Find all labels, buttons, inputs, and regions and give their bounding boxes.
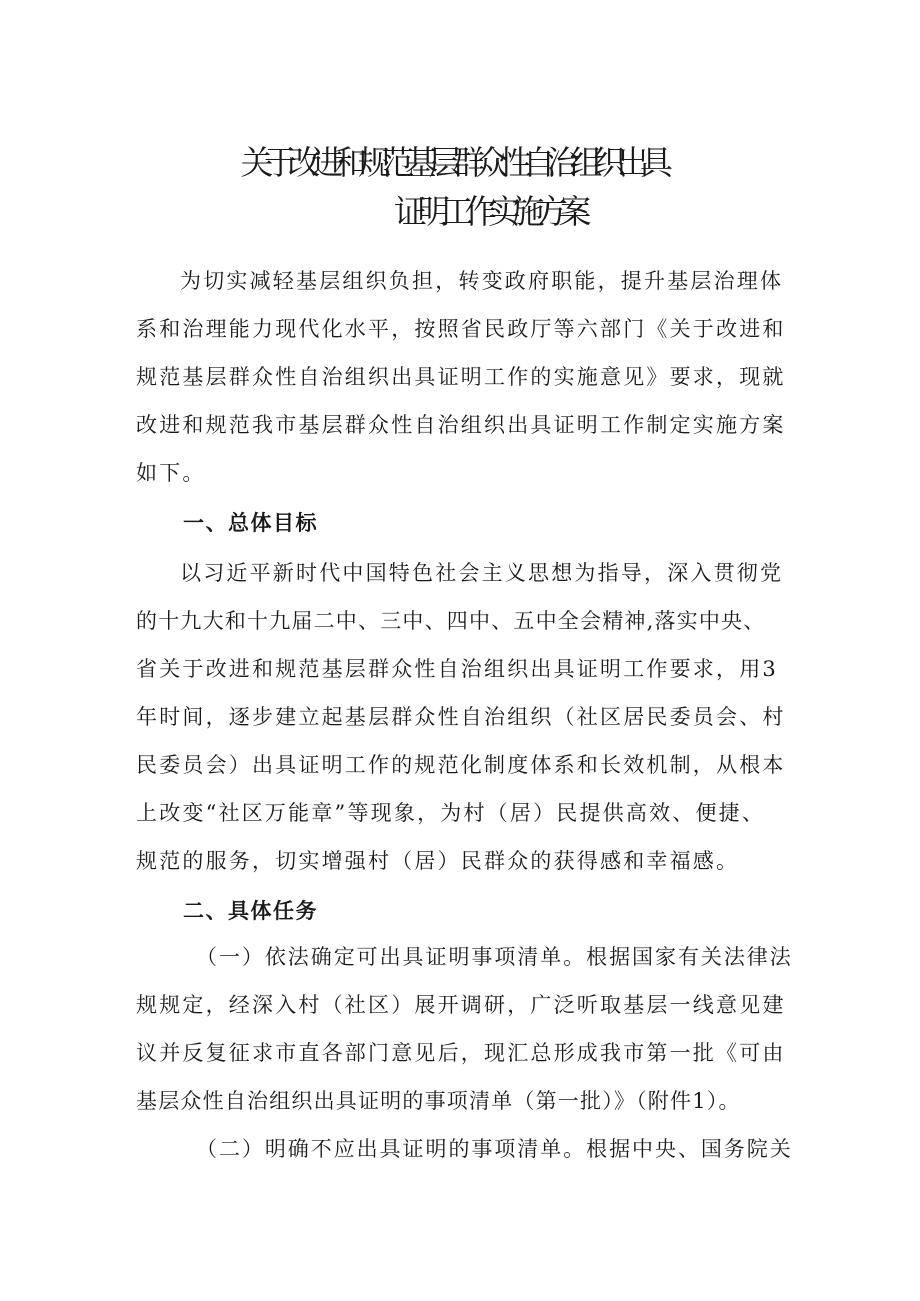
section1-line-6: 上改变“社区万能章”等现象，为村（居）民提供高效、便捷、 (136, 801, 766, 825)
document-title-line-2: 证明工作实施方案 (394, 192, 582, 231)
task1-line-2: 规规定，经深入村（社区）展开调研，广泛听取基层一线意见建 (136, 993, 786, 1017)
intro-line-2: 系和治理能力现代化水平，按照省民政厅等六部门《关于改进和 (136, 317, 786, 341)
intro-line-5: 如下。 (136, 461, 206, 485)
section1-line-4: 年时间，逐步建立起基层群众性自治组织（社区居民委员会、村 (136, 705, 786, 729)
intro-line-3: 规范基层群众性自治组织出具证明工作的实施意见》要求，现就 (136, 365, 786, 389)
task1-line-3: 议并反复征求市直各部门意见后，现汇总形成我市第一批《可由 (136, 1041, 786, 1065)
section1-line-7: 规范的服务，切实增强村（居）民群众的获得感和幸福感。 (136, 849, 740, 873)
section1-line-3: 省关于改进和规范基层群众性自治组织出具证明工作要求，用3 (136, 657, 778, 681)
task2-line-1: （二）明确不应出具证明的事项清单。根据中央、国务院关 (196, 1137, 793, 1161)
task1-line-1: （一）依法确定可出具证明事项清单。根据国家有关法律法 (196, 945, 793, 969)
intro-line-4: 改进和规范我市基层群众性自治组织出具证明工作制定实施方案 (136, 413, 786, 437)
task1-line-4: 基层众性自治组织出具证明的事项清单（第一批）》（附件1）。 (136, 1089, 741, 1113)
section-heading-specific-tasks: 二、具体任务 (183, 899, 318, 923)
section-heading-overall-goal: 一、总体目标 (183, 511, 318, 535)
section1-line-2: 的十九大和十九届二中、三中、四中、五中全会精神,落实中央、 (136, 609, 766, 633)
section1-line-1: 以习近平新时代中国特色社会主义思想为指导，深入贯彻党 (180, 561, 784, 585)
section1-line-5: 民委员会）出具证明工作的规范化制度体系和长效机制，从根本 (136, 753, 786, 777)
document-title-line-1: 关于改进和规范基层群众性自治组织出具 (240, 143, 664, 182)
intro-line-1: 为切实减轻基层组织负担，转变政府职能，提升基层治理体 (180, 269, 784, 293)
